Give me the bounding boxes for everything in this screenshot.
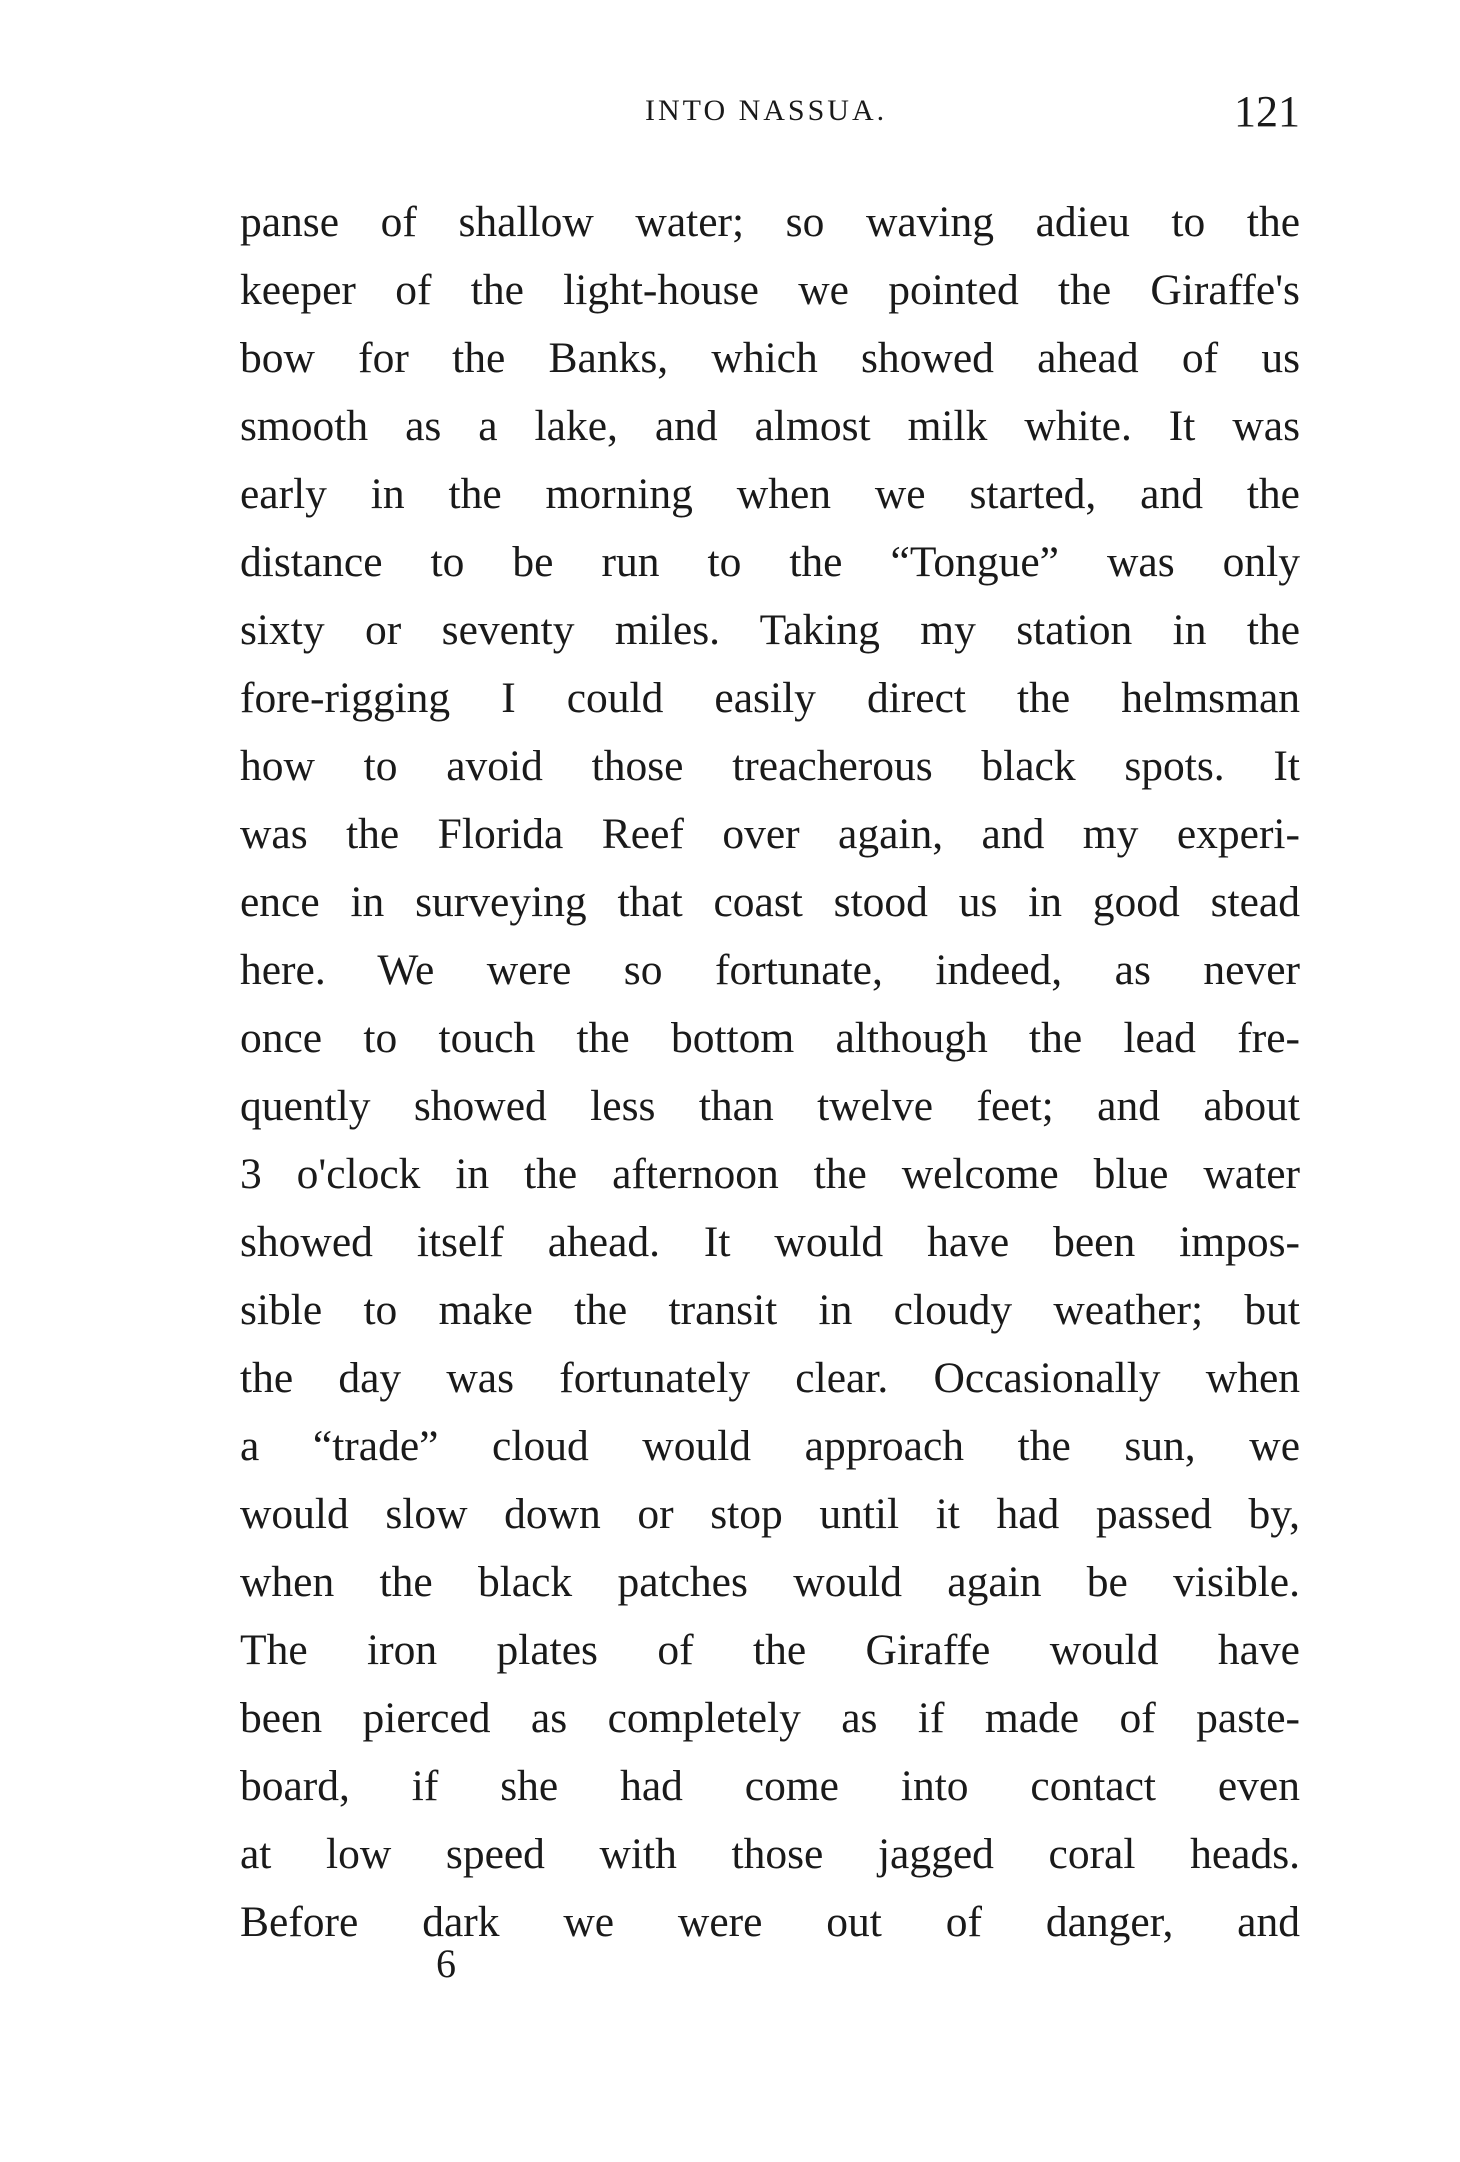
text-line: at low speed with those jagged coral heads. <box>240 1830 1300 1878</box>
text-line: early in the morning when we started, and the <box>240 470 1300 518</box>
page-number: 121 <box>1234 87 1300 136</box>
text-line: the day was fortunately clear. Occasionally when <box>240 1354 1300 1402</box>
text-line: would slow down or stop until it had passed by, <box>240 1490 1300 1538</box>
text-line: how to avoid those treacherous black spots. It <box>240 742 1300 790</box>
text-line: ence in surveying that coast stood us in good stead <box>240 878 1300 926</box>
text-line: showed itself ahead. It would have been impos- <box>240 1218 1300 1266</box>
text-line: keeper of the light-house we pointed the Giraffe's <box>240 266 1300 314</box>
body-text <box>240 188 1300 1956</box>
text-line: board, if she had come into contact even <box>240 1762 1300 1810</box>
text-line: fore-rigging I could easily direct the helmsman <box>240 674 1300 722</box>
text-line: here. We were so fortunate, indeed, as never <box>240 946 1300 994</box>
running-head <box>240 86 1300 146</box>
text-line: sixty or seventy miles. Taking my station in the <box>240 606 1300 654</box>
text-line: been pierced as completely as if made of paste- <box>240 1694 1300 1742</box>
text-line: was the Florida Reef over again, and my experi- <box>240 810 1300 858</box>
text-line: bow for the Banks, which showed ahead of us <box>240 334 1300 382</box>
text-line: a “trade” cloud would approach the sun, we <box>240 1422 1300 1470</box>
text-line: once to touch the bottom although the lead fre- <box>240 1014 1300 1062</box>
text-line: panse of shallow water; so waving adieu to the <box>240 198 1300 246</box>
text-line: The iron plates of the Giraffe would have <box>240 1626 1300 1674</box>
text-line: 3 o'clock in the afternoon the welcome blue water <box>240 1150 1300 1198</box>
text-line: quently showed less than twelve feet; and about <box>240 1082 1300 1130</box>
text-line: sible to make the transit in cloudy weather; but <box>240 1286 1300 1334</box>
text-line: smooth as a lake, and almost milk white. It was <box>240 402 1300 450</box>
signature-mark: 6 <box>436 1941 456 1986</box>
text-line: distance to be run to the “Tongue” was only <box>240 538 1300 586</box>
running-title: INTO NASSUA. <box>645 94 888 127</box>
text-line: when the black patches would again be visible. <box>240 1558 1300 1606</box>
text-line: Before dark we were out of danger, and <box>240 1898 1300 1946</box>
